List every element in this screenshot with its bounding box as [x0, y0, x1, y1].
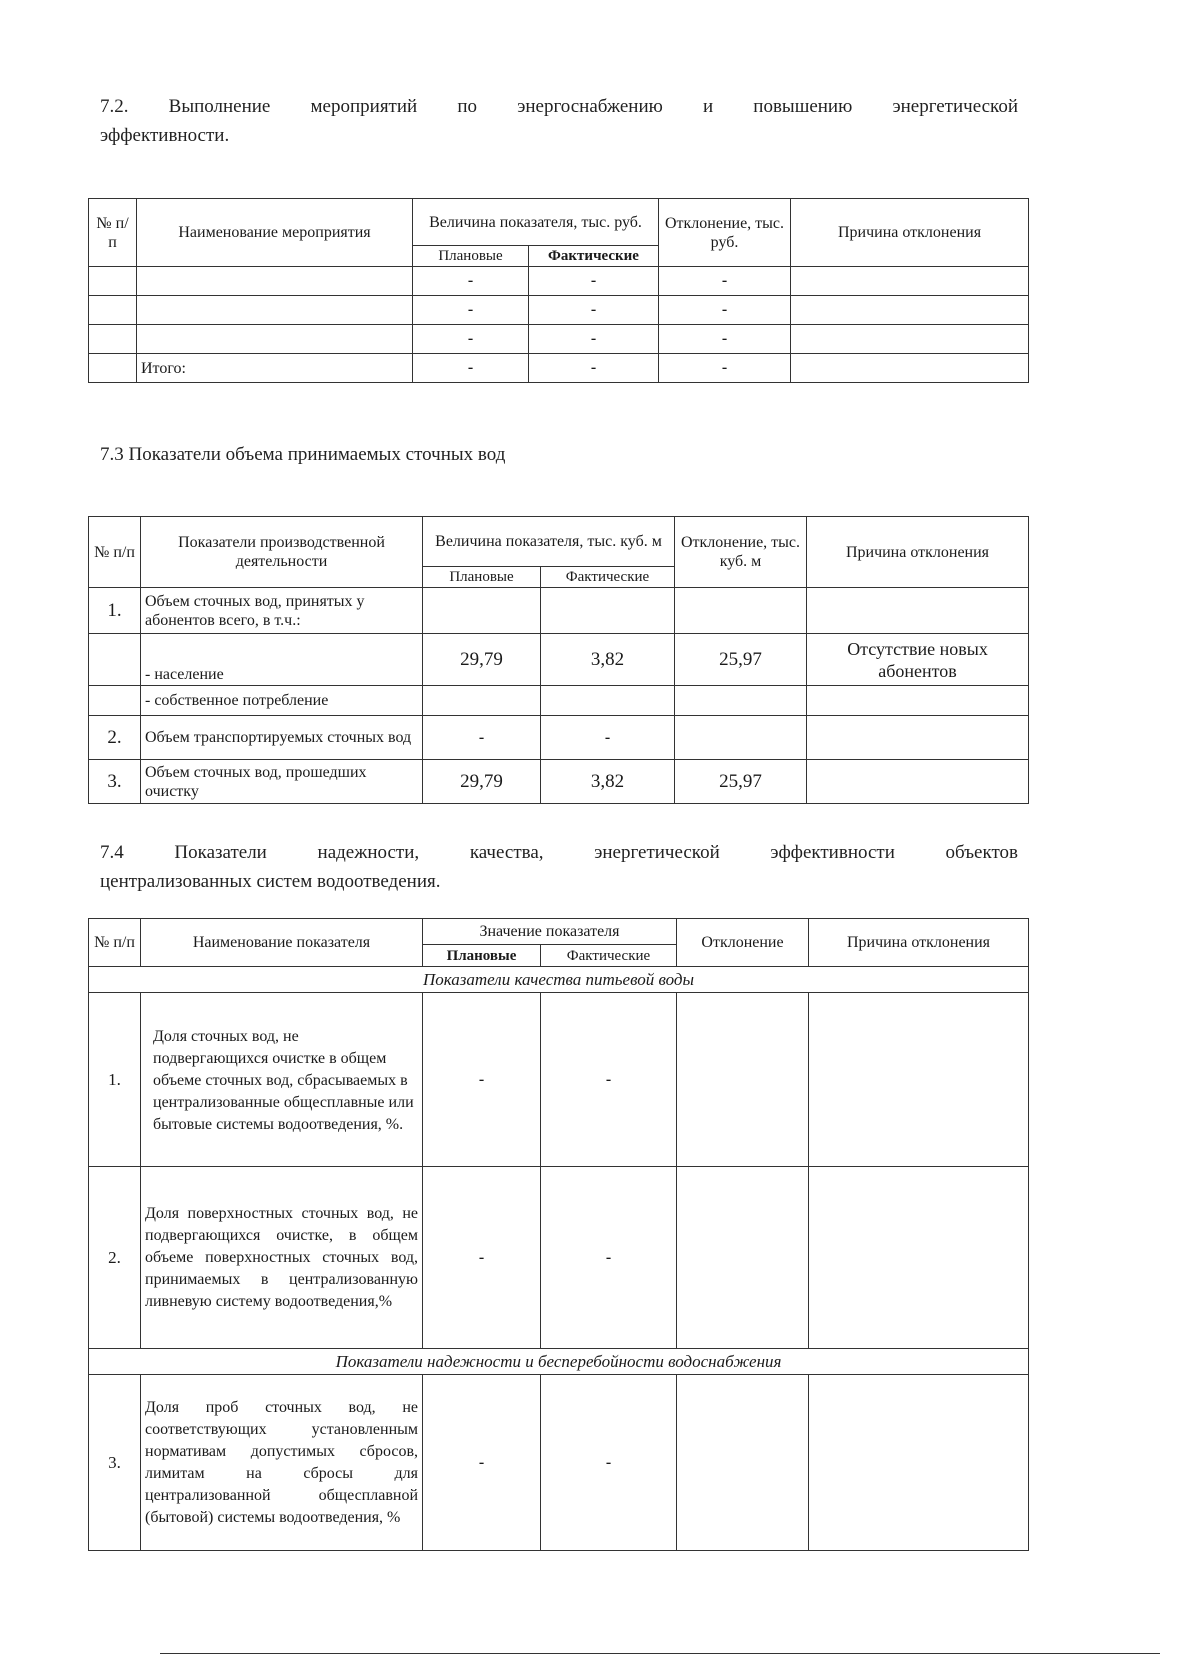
indicator-name: Доля проб сточных вод, не соответствующих установленным нормативам допустимых сбросов, лимитам на сбросы для централизованной общесплавной (бытовой) системы водоотведения, %: [141, 1375, 423, 1551]
plan-cell: -: [423, 1167, 541, 1349]
plan-cell: -: [423, 993, 541, 1167]
deviation-cell: 25,97: [675, 760, 807, 804]
row-number: 3.: [89, 1375, 141, 1551]
table-row: [89, 993, 1029, 1167]
indicator-name: Объем сточных вод, прошедших очистку: [141, 760, 423, 804]
indicator-name: Доля поверхностных сточных вод, не подвергающихся очистке, в общем объеме поверхностных сточных вод, принимаемых в централизованную ливневую систему водоотведения,%: [141, 1167, 423, 1349]
plan-cell: -: [413, 354, 529, 383]
section-7-4-heading-line1: 7.4 Показатели надежности, качества, энергетической эффективности объектов: [100, 842, 1018, 863]
col-name-header: Показатели производственной деятельности: [141, 517, 423, 588]
plan-cell: -: [423, 1375, 541, 1551]
table-row: [89, 634, 1029, 686]
section-7-3-heading: 7.3 Показатели объема принимаемых сточных вод: [100, 444, 506, 465]
col-plan-header: Плановые: [413, 246, 529, 267]
deviation-cell: -: [659, 267, 791, 296]
row-number: 2.: [89, 1167, 141, 1349]
table-row: [89, 296, 1029, 325]
table-row: [89, 267, 1029, 296]
table-row: [89, 1167, 1029, 1349]
plan-cell: -: [413, 267, 529, 296]
col-fact-header: Фактические: [541, 567, 675, 588]
table-row: [89, 686, 1029, 716]
plan-cell: 29,79: [423, 760, 541, 804]
col-num-header: № п/п: [89, 517, 141, 588]
page-bottom-divider: [160, 1653, 1160, 1654]
row-number: 1.: [89, 588, 141, 634]
indicator-name: - собственное потребление: [141, 686, 423, 716]
table-7-3: [88, 516, 1029, 804]
row-number: 1.: [89, 993, 141, 1167]
col-num-header: № п/п: [89, 919, 141, 967]
table-7-4: [88, 918, 1029, 1551]
fact-cell: 3,82: [541, 634, 675, 686]
col-num-header: № п/п: [89, 199, 137, 267]
plan-cell: -: [423, 716, 541, 760]
plan-cell: -: [413, 325, 529, 354]
fact-cell: -: [529, 267, 659, 296]
col-deviation-header: Отклонение: [677, 919, 809, 967]
indicator-name: - население: [141, 634, 423, 686]
table-row: [89, 588, 1029, 634]
plan-cell: 29,79: [423, 634, 541, 686]
section-7-2-heading-line1: 7.2. Выполнение мероприятий по энергоснабжению и повышению энергетической: [100, 96, 1018, 117]
plan-cell: -: [413, 296, 529, 325]
deviation-cell: -: [659, 325, 791, 354]
indicator-name: Объем сточных вод, принятых у абонентов всего, в т.ч.:: [141, 588, 423, 634]
col-deviation-header: Отклонение, тыс. руб.: [659, 199, 791, 267]
fact-cell: -: [529, 325, 659, 354]
reason-cell: Отсутствие новых абонентов: [807, 634, 1029, 686]
fact-cell: 3,82: [541, 760, 675, 804]
col-plan-header: Плановые: [423, 567, 541, 588]
fact-cell: -: [541, 1167, 677, 1349]
col-value-header: Величина показателя, тыс. руб.: [413, 199, 659, 246]
section-7-2-heading: [100, 92, 1018, 150]
fact-cell: -: [541, 993, 677, 1167]
fact-cell: -: [541, 716, 675, 760]
col-reason-header: Причина отклонения: [791, 199, 1029, 267]
col-plan-header: Плановые: [423, 945, 541, 967]
indicator-name: Объем транспортируемых сточных вод: [141, 716, 423, 760]
col-fact-header: Фактические: [529, 246, 659, 267]
total-label: Итого:: [137, 354, 413, 383]
fact-cell: -: [541, 1375, 677, 1551]
fact-cell: -: [529, 354, 659, 383]
row-number: 3.: [89, 760, 141, 804]
deviation-cell: 25,97: [675, 634, 807, 686]
col-value-header: Величина показателя, тыс. куб. м: [423, 517, 675, 567]
col-value-header: Значение показателя: [423, 919, 677, 945]
section-7-2-heading-line2: эффективности.: [100, 125, 230, 146]
table-row: [89, 1375, 1029, 1551]
col-name-header: Наименование мероприятия: [137, 199, 413, 267]
row-number: 2.: [89, 716, 141, 760]
deviation-cell: -: [659, 354, 791, 383]
col-fact-header: Фактические: [541, 945, 677, 967]
col-deviation-header: Отклонение, тыс. куб. м: [675, 517, 807, 588]
indicator-name: Доля сточных вод, не подвергающихся очистке в общем объеме сточных вод, сбрасываемых в централизованные общесплавные или бытовые системы водоотведения, %.: [141, 993, 423, 1167]
table-row: [89, 760, 1029, 804]
fact-cell: -: [529, 296, 659, 325]
col-name-header: Наименование показателя: [141, 919, 423, 967]
table-7-2: [88, 198, 1029, 383]
section-7-4-heading: [100, 838, 1018, 896]
col-reason-header: Причина отклонения: [809, 919, 1029, 967]
col-reason-header: Причина отклонения: [807, 517, 1029, 588]
table-row: [89, 325, 1029, 354]
section-title-reliability: Показатели надежности и бесперебойности водоснабжения: [89, 1349, 1029, 1375]
section-title-quality: Показатели качества питьевой воды: [89, 967, 1029, 993]
section-7-4-heading-line2: централизованных систем водоотведения.: [100, 871, 441, 892]
deviation-cell: -: [659, 296, 791, 325]
table-row: [89, 716, 1029, 760]
table-row-total: [89, 354, 1029, 383]
